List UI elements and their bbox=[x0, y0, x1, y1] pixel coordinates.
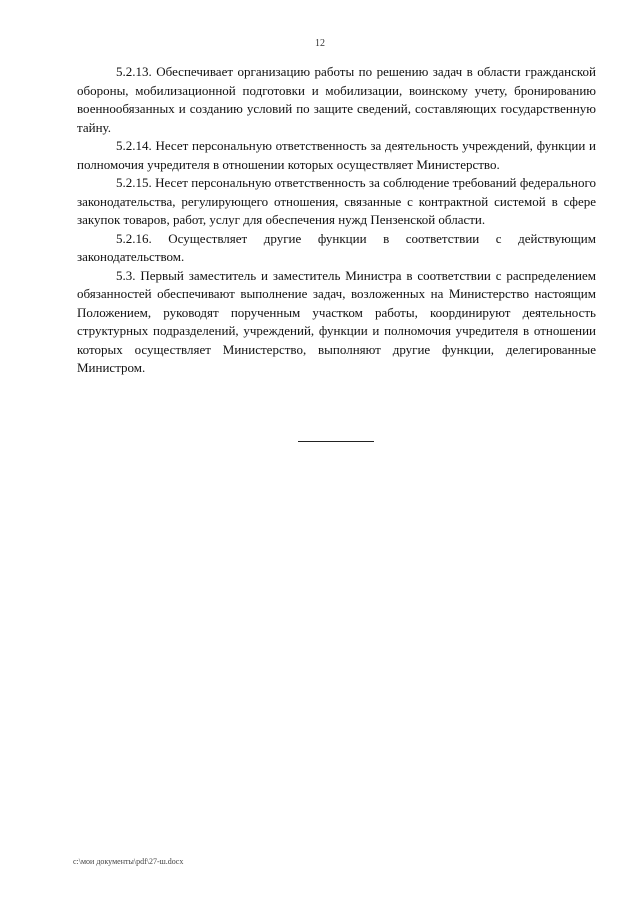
paragraph-5-2-16: 5.2.16. Осуществляет другие функции в соответствии с действующим законодательством. bbox=[77, 230, 596, 264]
footer-file-path: c:\мои документы\pdf\27-ш.docx bbox=[73, 857, 184, 866]
paragraph-5-2-15: 5.2.15. Несет персональную ответственность за соблюдение требований федерального законодательства, регулирующего отношения, связанные с контрактной системой в сфере закупок товаров, работ, услуг для обеспечения нужд Пензенской области. bbox=[77, 175, 596, 227]
page-number: 12 bbox=[315, 38, 325, 49]
end-separator-line bbox=[298, 441, 374, 442]
paragraph-5-3: 5.3. Первый заместитель и заместитель Министра в соответствии с распределением обязанностей обеспечивают выполнение задач, возложенных на Министерство настоящим Положением, руководят порученным участком работы, координируют деятельность структурных подразделений, учреждений, функции и полномочия учредителя в отношении которых осуществляет Министерство, выполняют другие функции, делегированные Министром. bbox=[77, 267, 596, 375]
document-body bbox=[77, 63, 596, 378]
paragraph-5-2-14: 5.2.14. Несет персональную ответственность за деятельность учреждений, функции и полномочия учредителя в отношении которых осуществляет Министерство. bbox=[77, 138, 596, 172]
paragraph-5-2-13: 5.2.13. Обеспечивает организацию работы по решению задач в области гражданской обороны, мобилизационной подготовки и мобилизации, воинскому учету, бронированию военнообязанных и созданию условий по защите сведений, составляющих государственную тайну. bbox=[77, 64, 596, 135]
